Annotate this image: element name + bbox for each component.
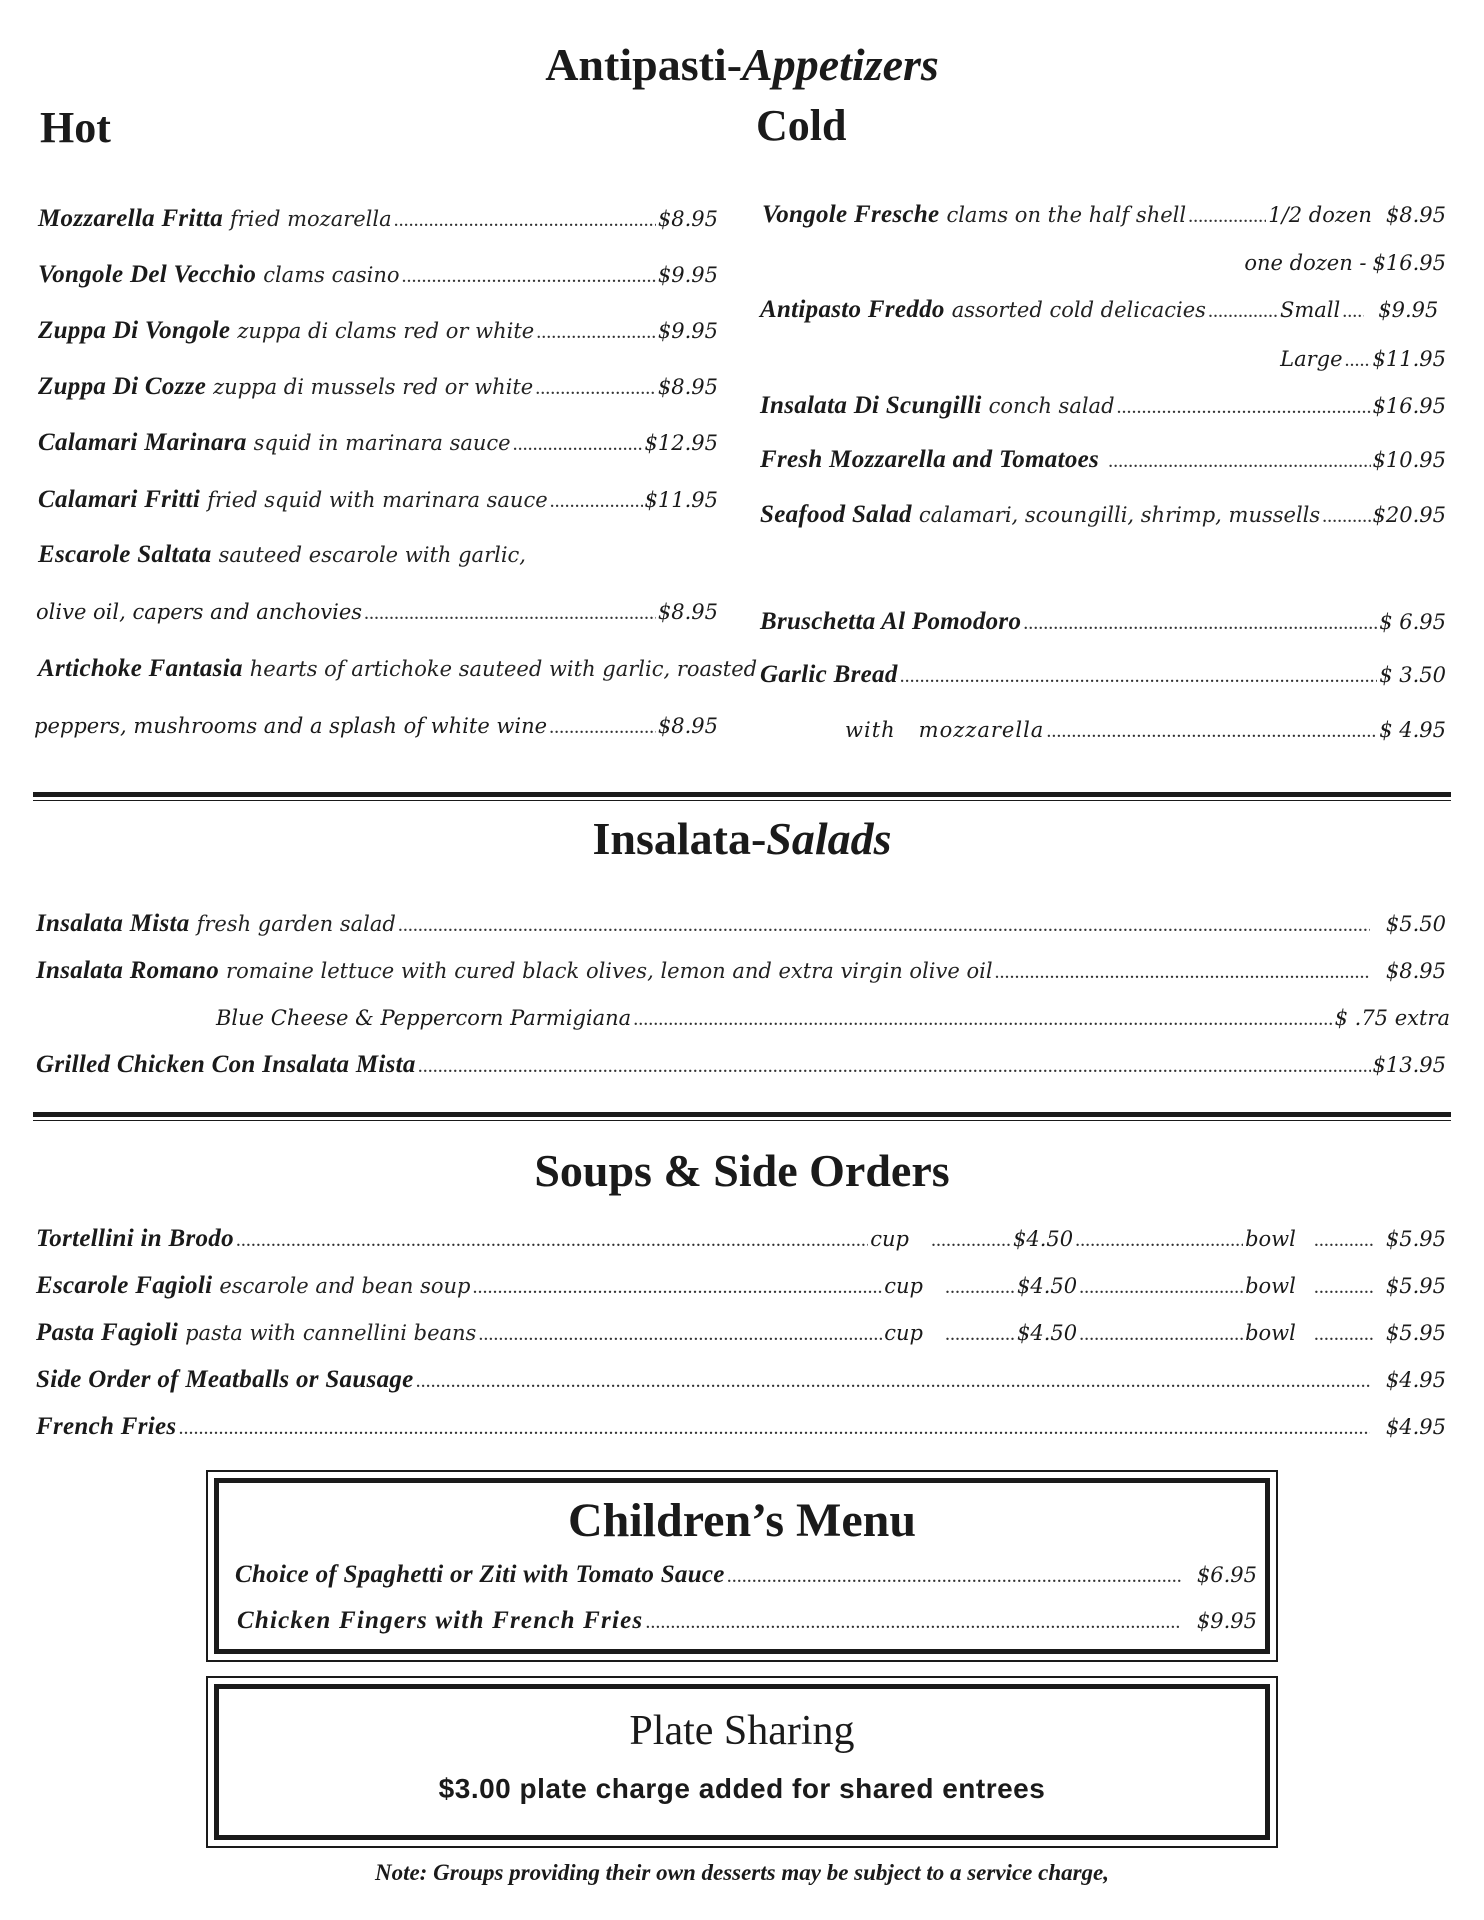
item-name: Side Order of Meatballs or Sausage — [36, 1366, 414, 1393]
item-name: Choice of Spaghetti or Ziti with Tomato Sauce — [235, 1561, 725, 1588]
salads-title-italic: Salads — [766, 813, 892, 864]
item-name: Bruschetta Al Pomodoro — [760, 608, 1022, 635]
item-price: $9.95 — [1196, 1609, 1257, 1633]
menu-item — [760, 444, 1446, 477]
cup-label: cup — [870, 1227, 909, 1251]
menu-item — [235, 1559, 1257, 1592]
leader-dots — [1023, 607, 1377, 639]
leader-dots — [633, 1003, 1332, 1035]
bowl-label: bowl — [1245, 1321, 1296, 1345]
item-price: $8.95 — [1385, 203, 1446, 227]
item-desc: fried squid with marinara sauce — [207, 488, 548, 512]
menu-item — [237, 1605, 1257, 1638]
item-desc: calamari, scoungilli, shrimp, mussells — [918, 503, 1321, 527]
item-price: $8.95 — [657, 714, 718, 738]
item-price: $ .75 extra — [1334, 1006, 1450, 1030]
menu-item-size — [1244, 247, 1446, 279]
plate-sharing-inner — [214, 1684, 1270, 1840]
cup-price: $4.50 — [1016, 1321, 1078, 1345]
item-name: Vongole Del Vecchio — [38, 261, 257, 288]
item-name: French Fries — [36, 1413, 177, 1440]
plate-sharing-title: Plate Sharing — [629, 1708, 855, 1754]
item-price: $16.95 — [1372, 251, 1446, 275]
leader-dots — [995, 956, 1370, 988]
leader-dots — [1188, 200, 1266, 232]
menu-item — [38, 259, 718, 292]
item-desc: clams on the half shell — [946, 203, 1187, 227]
item-desc: fresh garden salad — [196, 912, 396, 936]
item-desc: squid in marinara sauce — [253, 431, 511, 455]
leader-dots — [1314, 1224, 1374, 1256]
item-price: $9.95 — [1378, 298, 1439, 322]
leader-dots — [536, 316, 656, 348]
menu-item-variant — [845, 714, 1446, 747]
item-price: $10.95 — [1372, 448, 1446, 472]
menu-item — [38, 653, 758, 685]
section-divider — [33, 1112, 1451, 1121]
menu-item — [760, 390, 1446, 423]
item-name: Seafood Salad — [760, 501, 912, 528]
item-name: Fresh Mozzarella and Tomatoes — [760, 446, 1100, 473]
size-label: one dozen - — [1244, 251, 1367, 275]
item-name: Mozzarella Fritta — [38, 205, 223, 232]
hot-heading: Hot — [40, 103, 111, 152]
menu-item — [760, 294, 1446, 327]
leader-dots — [1075, 1224, 1243, 1256]
menu-item-addon — [216, 1002, 1450, 1035]
item-name: Pasta Fagioli — [36, 1319, 179, 1346]
plate-sharing-text — [219, 1773, 1265, 1805]
plate-charge-desc: plate charge added for shared entrees — [519, 1773, 1046, 1804]
leader-dots — [398, 909, 1370, 941]
childrens-menu-box — [206, 1470, 1278, 1662]
item-name: Tortellini in Brodo — [36, 1225, 234, 1252]
salads-title — [0, 812, 1484, 865]
cup-price: $4.50 — [1016, 1274, 1078, 1298]
bowl-price: $5.95 — [1385, 1321, 1446, 1345]
cup-label: cup — [884, 1321, 923, 1345]
item-name: Escarole Saltata — [38, 541, 212, 568]
leader-dots — [418, 1050, 1371, 1082]
leader-dots — [645, 1606, 1181, 1638]
menu-item — [760, 606, 1446, 639]
item-price: $5.50 — [1385, 912, 1446, 936]
menu-item — [760, 659, 1446, 692]
menu-item — [762, 199, 1446, 232]
item-desc: pasta with cannellini beans — [185, 1321, 477, 1345]
item-desc: hearts of artichoke sauteed with garlic, roasted — [249, 657, 758, 681]
item-price: $9.95 — [657, 319, 718, 343]
item-desc: clams casino — [263, 263, 400, 287]
menu-item — [36, 1049, 1446, 1082]
leader-dots — [945, 1271, 1015, 1303]
item-price: $ 6.95 — [1379, 610, 1446, 634]
leader-dots — [1322, 500, 1370, 532]
leader-dots — [931, 1224, 1011, 1256]
appetizers-title — [0, 38, 1484, 91]
leader-dots — [1079, 1271, 1243, 1303]
soups-title: Soups & Side Orders — [534, 1145, 950, 1196]
item-price: $12.95 — [644, 431, 718, 455]
bowl-label: bowl — [1245, 1274, 1296, 1298]
item-price: $9.95 — [657, 263, 718, 287]
item-desc: zuppa di clams red or white — [237, 319, 535, 343]
leader-dots — [1079, 1318, 1243, 1350]
leader-dots — [364, 597, 656, 629]
leader-dots — [1208, 295, 1278, 327]
item-name: Garlic Bread — [760, 661, 898, 688]
item-name: Calamari Fritti — [38, 486, 201, 513]
appetizers-title-main: Antipasti- — [545, 39, 743, 90]
soup-item — [36, 1223, 1446, 1256]
side-item — [36, 1411, 1446, 1444]
item-name: Artichoke Fantasia — [38, 655, 243, 682]
item-desc: fried mozarella — [230, 207, 392, 231]
appetizers-title-italic: Appetizers — [742, 39, 939, 90]
childrens-menu-title: Children’s Menu — [567, 1494, 917, 1547]
salads-title-main: Insalata- — [592, 813, 767, 864]
item-price: $13.95 — [1372, 1053, 1446, 1077]
item-price: $ 3.50 — [1379, 663, 1446, 687]
leader-dots — [549, 711, 656, 743]
item-desc: assorted cold delicacies — [951, 298, 1206, 322]
item-desc: olive oil, capers and anchovies — [36, 600, 363, 624]
item-price: $4.95 — [1385, 1415, 1446, 1439]
bowl-price: $5.95 — [1385, 1227, 1446, 1251]
cold-heading: Cold — [756, 101, 847, 150]
menu-item-size — [1280, 343, 1446, 376]
bowl-label: bowl — [1245, 1227, 1296, 1251]
size-label: Large — [1280, 347, 1343, 371]
item-price: $8.95 — [657, 600, 718, 624]
plate-charge-price: $3.00 — [438, 1773, 512, 1804]
leader-dots — [478, 1318, 882, 1350]
item-price: $8.95 — [1385, 959, 1446, 983]
leader-dots — [236, 1224, 868, 1256]
plate-sharing-box — [206, 1676, 1278, 1848]
childrens-menu-inner — [214, 1478, 1270, 1654]
item-desc: peppers, mushrooms and a splash of white wine — [34, 714, 548, 738]
item-name: Grilled Chicken Con Insalata Mista — [36, 1051, 416, 1078]
item-name: Zuppa Di Cozze — [38, 373, 207, 400]
bowl-price: $5.95 — [1385, 1274, 1446, 1298]
item-desc: conch salad — [988, 394, 1115, 418]
leader-dots — [402, 260, 656, 292]
leader-dots — [1314, 1271, 1374, 1303]
variant-label: with mozzarella — [845, 718, 1045, 742]
item-desc: escarole and bean soup — [219, 1274, 471, 1298]
item-desc: romaine lettuce with cured black olives, lemon and extra virgin olive oil — [226, 959, 993, 983]
leader-dots — [1345, 344, 1371, 376]
leader-dots — [945, 1318, 1015, 1350]
leader-dots — [535, 372, 656, 404]
menu-item-continued — [36, 596, 718, 629]
size-label: Small — [1279, 298, 1341, 322]
item-price: $6.95 — [1196, 1563, 1257, 1587]
item-price: $8.95 — [657, 207, 718, 231]
menu-item — [38, 539, 718, 571]
addon-label: Blue Cheese & Peppercorn Parmigiana — [216, 1006, 632, 1030]
leader-dots — [416, 1365, 1370, 1397]
item-price: $11.95 — [1372, 347, 1446, 371]
leader-dots — [550, 485, 643, 517]
item-price: $16.95 — [1372, 394, 1446, 418]
leader-dots — [178, 1412, 1369, 1444]
item-price: $20.95 — [1372, 503, 1446, 527]
item-name: Calamari Marinara — [38, 429, 247, 456]
leader-dots — [1314, 1318, 1374, 1350]
item-name: Antipasto Freddo — [760, 296, 945, 323]
item-name: Insalata Romano — [36, 957, 220, 984]
menu-item — [36, 955, 1446, 988]
footer-note: Note: Groups providing their own desserts may be subject to a service charge, — [374, 1860, 1110, 1885]
leader-dots — [1046, 715, 1377, 747]
menu-item — [760, 499, 1446, 532]
menu-item-continued — [34, 710, 718, 743]
soup-item — [36, 1317, 1446, 1350]
leader-dots — [1108, 445, 1370, 477]
item-price: $ 4.95 — [1379, 718, 1446, 742]
leader-dots — [394, 204, 656, 236]
leader-dots — [1342, 295, 1364, 327]
item-desc: zuppa di mussels red or white — [213, 375, 534, 399]
item-name: Vongole Fresche — [762, 201, 940, 228]
side-item — [36, 1364, 1446, 1397]
item-name: Zuppa Di Vongole — [38, 317, 231, 344]
menu-item — [38, 315, 718, 348]
cup-label: cup — [884, 1274, 923, 1298]
soup-item — [36, 1270, 1446, 1303]
item-name: Chicken Fingers with French Fries — [237, 1607, 644, 1634]
leader-dots — [472, 1271, 882, 1303]
leader-dots — [900, 660, 1378, 692]
menu-item — [38, 484, 718, 517]
menu-item — [36, 908, 1446, 941]
item-desc: sauteed escarole with garlic, — [218, 543, 526, 567]
item-name: Escarole Fagioli — [36, 1272, 213, 1299]
item-price: $11.95 — [644, 488, 718, 512]
section-divider — [33, 792, 1451, 801]
menu-item — [38, 203, 718, 236]
menu-item — [38, 371, 718, 404]
menu-item — [38, 427, 718, 460]
size-label: 1/2 dozen — [1268, 203, 1372, 227]
item-price: $8.95 — [657, 375, 718, 399]
leader-dots — [513, 428, 643, 460]
cup-price: $4.50 — [1012, 1227, 1074, 1251]
item-name: Insalata Mista — [36, 910, 190, 937]
leader-dots — [1117, 391, 1371, 423]
item-name: Insalata Di Scungilli — [760, 392, 982, 419]
leader-dots — [727, 1560, 1181, 1592]
item-price: $4.95 — [1385, 1368, 1446, 1392]
